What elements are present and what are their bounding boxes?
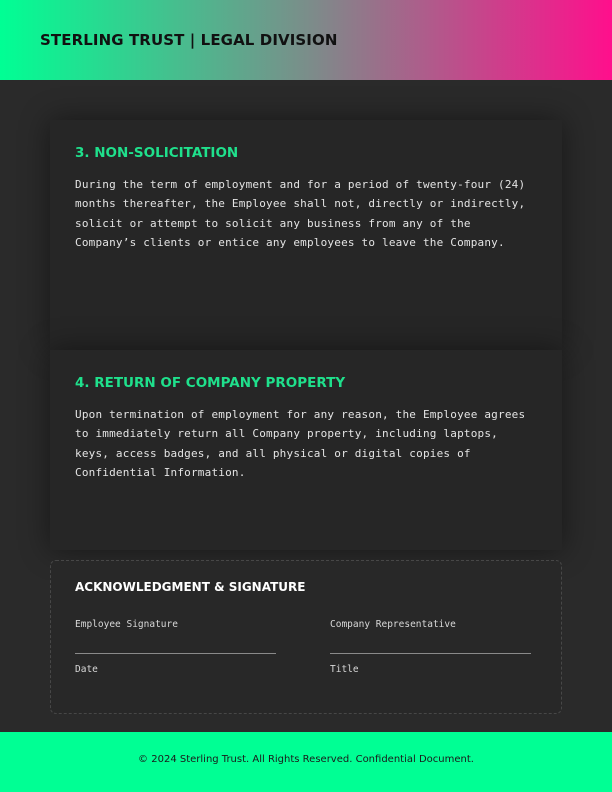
footer-text: © 2024 Sterling Trust. All Rights Reserved. Confidential Document. xyxy=(138,754,474,765)
document-content xyxy=(0,80,612,732)
document-footer xyxy=(0,732,612,792)
section-heading: 4. RETURN OF COMPANY PROPERTY xyxy=(75,375,346,391)
section-body: Upon termination of employment for any reason, the Employee agrees to immediately return all Company property, including laptops, keys, access badges, and all physical or digital copies of Confidential Information. xyxy=(75,408,526,480)
acknowledgment-signature-box xyxy=(50,560,562,714)
company-representative-label: Company Representative xyxy=(330,619,456,630)
document-header xyxy=(0,0,612,80)
employee-signature-block xyxy=(75,619,276,676)
section-non-solicitation xyxy=(50,120,562,350)
section-return-of-property xyxy=(50,350,562,550)
employee-signature-line[interactable] xyxy=(75,653,276,654)
section-body: During the term of employment and for a period of twenty-four (24) months thereafter, the Employee shall not, directly or indirectly, solicit or attempt to solicit any business from any of the Company’s clients or entice any employees to leave the Company. xyxy=(75,178,526,250)
company-representative-line[interactable] xyxy=(330,653,531,654)
section-heading: 3. NON-SOLICITATION xyxy=(75,145,239,161)
company-representative-block xyxy=(330,619,531,676)
acknowledgment-title: ACKNOWLEDGMENT & SIGNATURE xyxy=(75,580,306,594)
employee-date-label: Date xyxy=(75,664,98,675)
employee-signature-label: Employee Signature xyxy=(75,619,178,630)
company-title-label: Title xyxy=(330,664,359,675)
header-title: STERLING TRUST | LEGAL DIVISION xyxy=(40,31,338,49)
